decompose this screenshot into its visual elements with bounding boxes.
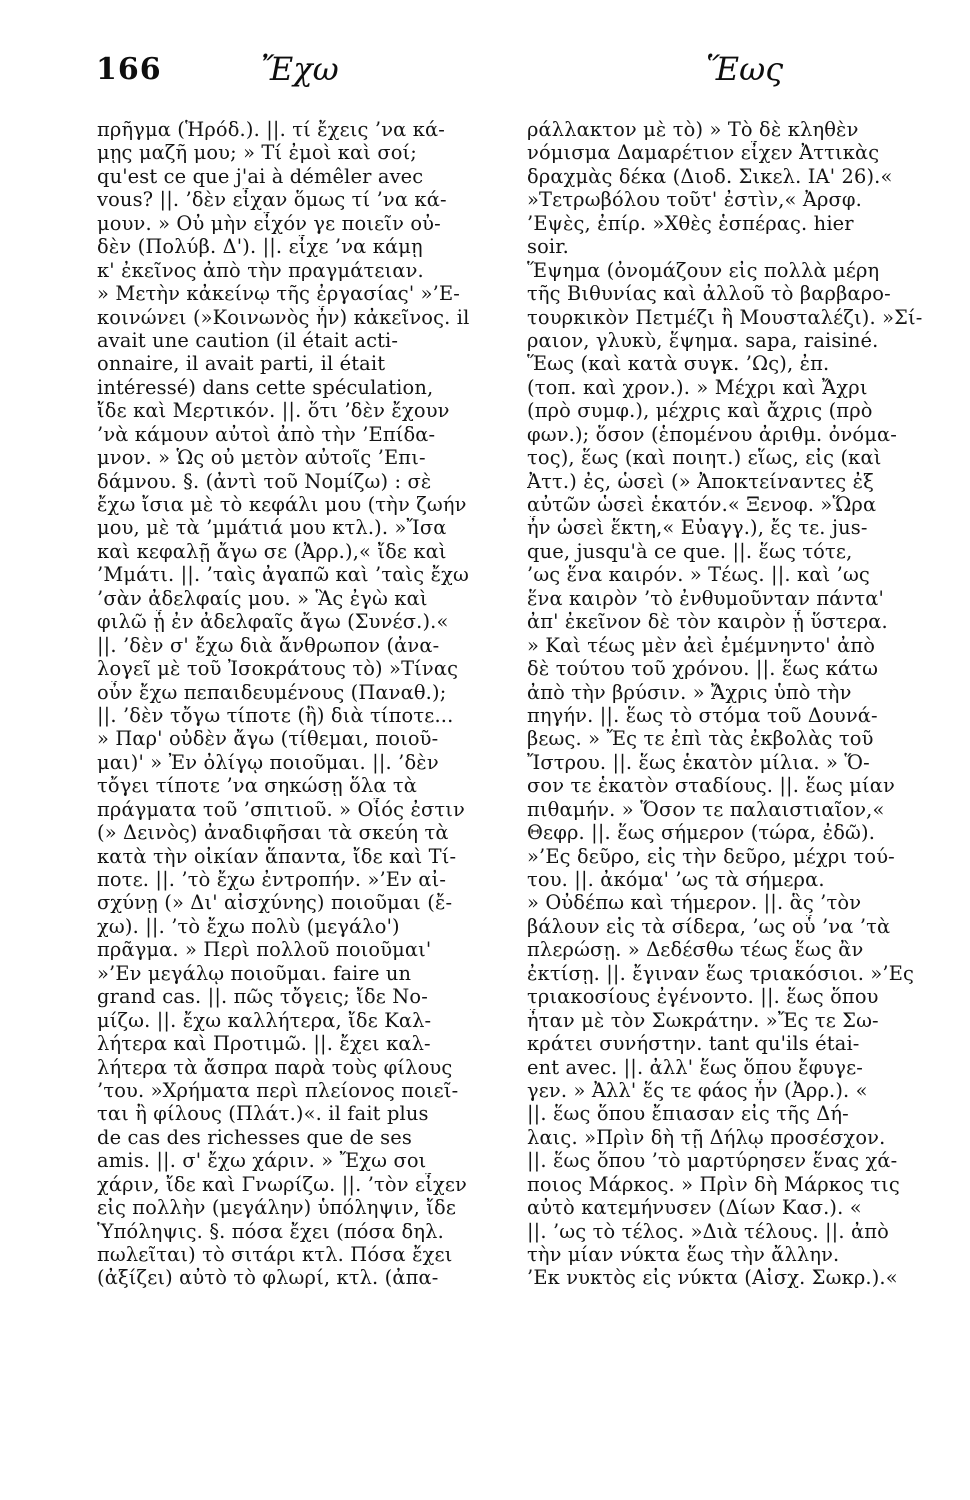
text-line: οὖν ἔχω πεπαιδευμένους (Παναθ.); <box>97 680 447 704</box>
text-line: τὴν μίαν νύκτα ἕως τὴν ἄλλην. <box>527 1243 840 1266</box>
text-line: μῃς μαζῆ μου; » Τί ἐμοὶ καὶ σοί; <box>97 141 417 165</box>
text-line: βεως. » Ἔς τε ἐπὶ τὰς ἐκβολὰς τοῦ <box>527 727 874 751</box>
text-line: αὐτὸ κατεμήνυσεν (Δίων Κασ.). « <box>527 1196 862 1220</box>
text-line: ἐκτίσῃ. ||. ἔγιναν ἕως τριακόσιοι. »’Ες <box>527 961 915 985</box>
text-line: »’Ες δεῦρο, εἰς τὴν δεῦρο, μέχρι τού- <box>527 844 895 868</box>
text-line: ἦταν μὲ τὸν Σωκράτην. »Ἔς τε Σω- <box>527 1008 879 1032</box>
text-line: Ἕως (καὶ κατὰ συγκ. ’Ως), ἐπ. <box>527 352 830 376</box>
text-line: amis. ||. σ' ἔχω χάριν. » Ἔχω σοι <box>97 1149 427 1173</box>
text-line: ἀπὸ τὴν βρύσιν. » Ἄχρις ὑπὸ τὴν <box>527 680 852 704</box>
text-line: πρῆγμα (Ἡρόδ.). ||. τί ἔχεις ’να κά- <box>97 118 445 141</box>
text-line: » Παρ' οὐδὲν ἄγω (τίθεμαι, ποιοῦ- <box>97 727 439 751</box>
text-line: ||. ἕως ὅπου ἔπιασαν εἰς τῆς Δή- <box>527 1102 849 1126</box>
text-line: ||. ’ως τὸ τέλος. »Διὰ τέλους. ||. ἀπὸ <box>527 1219 889 1243</box>
text-line: δάμνου. §. (ἀντὶ τοῦ Νομίζω) : σὲ <box>97 469 432 493</box>
text-line: ἀπ' ἐκεῖνον δὲ τὸν καιρὸν ᾗ ὕστερα. <box>527 610 888 634</box>
text-line: ’νὰ κάμουν αὐτοὶ ἀπὸ τὴν ’Επίδα- <box>97 422 436 446</box>
text-line: onnaire, il avait parti, il était <box>97 352 386 376</box>
text-line: »Τετρωβόλου τοῦτ' ἐστὶν,« Ἀρσφ. <box>527 188 862 212</box>
text-line: ποτε. ||. ’τὸ ἔχω ἐντροπήν. »’Εν αἰ- <box>97 868 447 891</box>
text-line: κράτει συνήστην. tant qu'ils étai- <box>527 1032 860 1056</box>
running-headword-left: Ἔχω <box>261 50 339 88</box>
text-line: τος), ἕως (καὶ ποιητ.) εἵως, εἰς (καὶ <box>527 446 882 470</box>
text-line: τὄγει τίποτε ’να σηκώσῃ ὅλα τὰ <box>97 774 418 798</box>
text-line: εἰς πολλὴν (μεγάλην) ὑπόληψιν, ἴδε <box>97 1196 457 1220</box>
text-line: κ' ἐκεῖνος ἀπὸ τὴν πραγμάτειαν. <box>97 258 424 282</box>
text-line: κοινώνει (»Κοινωνὸς ἦν) κἀκεῖνος. il <box>97 305 470 329</box>
text-line: μνον. » Ὡς οὐ μετὸν αὐτοῖς ’Επι- <box>97 446 426 470</box>
right-column <box>527 118 947 1290</box>
text-line: λαις. »Πρὶν δὴ τῇ Δήλῳ προσέσχον. <box>527 1125 886 1149</box>
text-line: » Καὶ τέως μὲν ἀεὶ ἐμέμνηντο' ἀπὸ <box>527 633 876 657</box>
text-line: Θεφρ. ||. ἕως σήμερον (τώρα, ἐδῶ). <box>527 821 876 845</box>
text-line: avait une caution (il était acti- <box>97 328 399 352</box>
text-line: que, jusqu'à ce que. ||. ἕως τότε, <box>527 539 853 563</box>
text-line: δὲν (Πολύβ. Δ'). ||. εἶχε ’να κάμῃ <box>97 235 423 259</box>
text-line: de cas des richesses que de ses <box>97 1125 412 1149</box>
text-line: σχύνῃ (» Δι' αἰσχύνης) ποιοῦμαι (ἔ- <box>97 891 453 915</box>
text-line: λήτερα καὶ Προτιμῶ. ||. ἔχει καλ- <box>97 1032 431 1056</box>
text-line: πράγματα τοῦ ’σπιτιοῦ. » Οἷός ἐστιν <box>97 797 465 821</box>
text-line: soir. <box>527 235 569 259</box>
text-line: ||. ’δὲν τὄγω τίποτε (ἢ) διὰ τίποτε... <box>97 703 454 727</box>
text-line: τουρκικὸν Πετμέζι ἢ Μουσταλέζι). »Σί- <box>527 305 923 329</box>
text-line: »’Εν μεγάλῳ ποιοῦμαι. faire un <box>97 961 412 985</box>
text-line: πωλεῖται) τὸ σιτάρι κτλ. Πόσα ἔχει <box>97 1243 453 1266</box>
text-line: μου, μὲ τὰ ’μμάτιά μου κτλ.). »Ἴσα <box>97 516 447 540</box>
page-number: 166 <box>96 52 162 87</box>
page-header <box>96 52 896 98</box>
text-line: φιλῶ ᾗ ἐν ἀδελφαῖς ἄγω (Συνέσ.).« <box>97 610 449 634</box>
text-line: ’Εκ νυκτὸς εἰς νύκτα (Αἰσχ. Σωκρ.).« <box>527 1266 898 1290</box>
text-line: grand cas. ||. πῶς τὄγεις; ἴδε Νο- <box>97 985 428 1009</box>
text-line: (ἀξίζει) αὐτὸ τὸ φλωρί, κτλ. (ἀπα- <box>97 1266 439 1290</box>
text-line: σον τε ἑκατὸν σταδίους. ||. ἕως μίαν <box>527 774 895 798</box>
text-line: » Οὐδέπω καὶ τήμερον. ||. ἃς ’τὸν <box>527 891 862 915</box>
text-line: ’ως ἕνα καιρόν. » Τέως. ||. καὶ ’ως <box>527 563 870 587</box>
text-line: ἕνα καιρὸν ’τὸ ἐνθυμοῦνταν πάντα' <box>527 586 885 610</box>
running-headword-right: Ἕως <box>706 50 784 88</box>
text-line: Ὑπόληψις. §. πόσα ἔχει (πόσα δηλ. <box>97 1219 444 1243</box>
text-line: intéressé) dans cette spéculation, <box>97 375 434 399</box>
text-line: ται ἢ φίλους (Πλάτ.)«. il fait plus <box>97 1102 429 1126</box>
text-line: χω). ||. ’τὸ ἔχω πολὺ (μεγάλο') <box>97 914 400 938</box>
text-line: τῆς Βιθυνίας καὶ ἀλλοῦ τὸ βαρβαρο- <box>527 282 891 306</box>
text-line: ||. ’δὲν σ' ἔχω διὰ ἄνθρωπον (ἀνα- <box>97 633 440 657</box>
text-line: χάριν, ἴδε καὶ Γνωρίζω. ||. ’τὸν εἶχεν <box>97 1172 467 1196</box>
text-line: ἦν ὡσεὶ ἕκτη,« Εὐαγγ.), ἔς τε. jus- <box>527 516 868 540</box>
text-line: πηγήν. ||. ἕως τὸ στόμα τοῦ Δουνά- <box>527 703 878 727</box>
text-line: (τοπ. καὶ χρον.). » Μέχρι καὶ Ἄχρι <box>527 375 868 399</box>
text-line: πλερώσῃ. » Δεδέσθω τέως ἕως ἂν <box>527 938 864 962</box>
text-line: qu'est ce que j'ai à démêler avec <box>97 164 424 188</box>
text-line: κατὰ τὴν οἰκίαν ἅπαντα, ἴδε καὶ Τί- <box>97 844 457 868</box>
text-line: ’του. »Χρήματα περὶ πλείονος ποιεῖ- <box>97 1078 459 1102</box>
text-line: vous? ||. ’δὲν εἶχαν ὅμως τί ’να κά- <box>97 188 447 212</box>
text-line: γεν. » Ἀλλ' ἕς τε φάος ἦν (Ἀρρ.). « <box>527 1078 868 1102</box>
text-line: μαι)' » Ἐν ὀλίγῳ ποιοῦμαι. ||. ’δὲν <box>97 750 439 774</box>
text-line: φων.); ὅσον (ἑπομένου ἀριθμ. ὀνόμα- <box>527 422 897 446</box>
text-line: ἔχω ἴσια μὲ τὸ κεφάλι μου (τὴν ζωήν <box>97 493 467 516</box>
text-line: Ἀττ.) ἐς, ὡσεὶ (» Ἀποκτείναντες ἐξ <box>527 469 874 493</box>
text-line: ent avec. ||. ἀλλ' ἕως ὅπου ἔφυγε- <box>527 1055 863 1079</box>
text-line: ||. ἕως ὅπου ’τὸ μαρτύρησεν ἕνας χά- <box>527 1149 898 1173</box>
text-line: λογεῖ μὲ τοῦ Ἰσοκράτους τὸ) »Τίνας <box>97 657 459 681</box>
text-line: δὲ τούτου τοῦ χρόνου. ||. ἕως κάτω <box>527 657 879 681</box>
text-line: ’Εψὲς, ἐπίρ. »Χθὲς ἑσπέρας. hier <box>527 211 854 235</box>
text-line: τριακοσίους ἐγένοντο. ||. ἕως ὅπου <box>527 985 879 1009</box>
text-line: ποιος Μάρκος. » Πρὶν δὴ Μάρκος τις <box>527 1172 900 1196</box>
text-line: καὶ κεφαλῇ ἄγω σε (Ἀρρ.),« ἴδε καὶ <box>97 539 447 563</box>
text-line: δραχμὰς δέκα (Διοδ. Σικελ. ΙΑ' 26).« <box>527 164 893 188</box>
text-line: Ἕψημα (ὀνομάζουν εἰς πολλὰ μέρη <box>527 258 880 282</box>
text-line: βάλουν εἰς τὰ σίδερα, ’ως οὗ ’να ’τὰ <box>527 914 891 938</box>
text-line: πιθαμήν. » Ὅσον τε παλαιστιαῖον,« <box>527 797 885 821</box>
left-column <box>97 118 492 1290</box>
text-line: » Μετὴν κἀκείνῳ τῆς ἐργασίας' »’Ε- <box>97 282 460 306</box>
text-line: του. ||. ἀκόμα' ’ως τὰ σήμερα. <box>527 868 825 891</box>
text-line: πρᾶγμα. » Περὶ πολλοῦ ποιοῦμαι' <box>97 938 432 962</box>
text-line: ’σὰν ἀδελφαίς μου. » Ἃς ἐγὼ καὶ <box>97 586 428 610</box>
text-line: (» Δεινὸς) ἀναδιφῆσαι τὰ σκεύη τὰ <box>97 821 449 845</box>
text-line: (πρὸ συμφ.), μέχρις καὶ ἄχρις (πρὸ <box>527 399 873 423</box>
text-line: Ἴστρου. ||. ἕως ἑκατὸν μίλια. » Ὅ- <box>527 750 870 774</box>
text-line: μουν. » Οὐ μὴν εἶχόν γε ποιεῖν οὐ- <box>97 211 441 235</box>
text-line: ραιον, γλυκὺ, ἕψημα. sapa, raisiné. <box>527 328 879 352</box>
text-line: ’Μμάτι. ||. ’ταὶς ἀγαπῶ καὶ ’ταὶς ἔχω <box>97 563 469 587</box>
text-line: ράλλακτον μὲ τὸ) » Τὸ δὲ κληθὲν <box>527 118 859 141</box>
text-line: λήτερα τὰ ἄσπρα παρὰ τοὺς φίλους <box>97 1055 453 1079</box>
text-line: ἴδε καὶ Μερτικόν. ||. ὅτι ’δὲν ἔχουν <box>97 399 450 423</box>
text-line: μίζω. ||. ἔχω καλλήτερα, ἴδε Καλ- <box>97 1008 432 1032</box>
text-line: νόμισμα Δαμαρέτιον εἶχεν Ἀττικὰς <box>527 141 880 165</box>
text-line: αὐτῶν ὡσεὶ ἑκατόν.« Ξενοφ. »Ὥρα <box>527 493 877 516</box>
